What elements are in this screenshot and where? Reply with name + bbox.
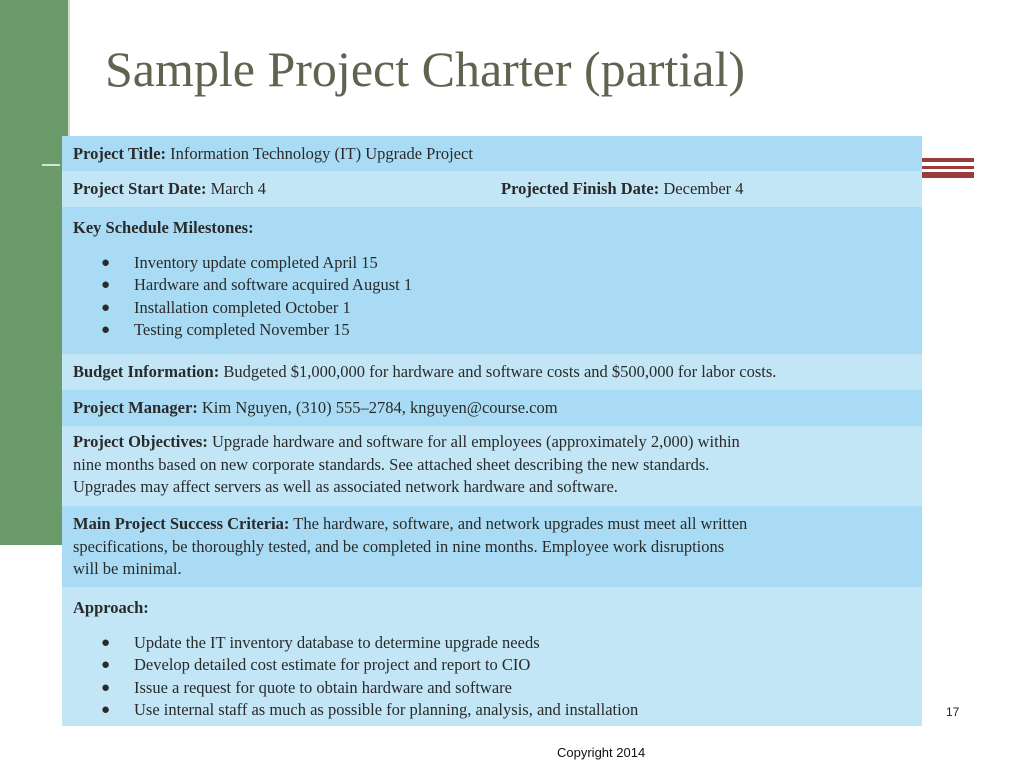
project-title-value: Information Technology (IT) Upgrade Project (166, 144, 473, 163)
objectives-label: Project Objectives: (73, 432, 208, 451)
list-item: ● Hardware and software acquired August 1 (101, 275, 413, 294)
success-line-1: The hardware, software, and network upgrades must meet all written (289, 514, 748, 533)
project-title-row (62, 136, 922, 171)
decorative-red-lines (922, 158, 974, 180)
success-line-3: will be minimal. (73, 559, 182, 578)
objectives-line-3: Upgrades may affect servers as well as associated network hardware and software. (73, 477, 618, 496)
start-date-label: Project Start Date: (73, 179, 207, 198)
slide-title: Sample Project Charter (partial) (105, 41, 746, 97)
finish-date-value: December 4 (659, 179, 744, 198)
budget-row (62, 354, 922, 390)
decorative-green-bar (0, 0, 68, 545)
milestones-row (62, 207, 922, 354)
project-dates-row (62, 171, 922, 207)
budget-label: Budget Information: (73, 362, 220, 381)
list-item: ● Installation completed October 1 (101, 297, 351, 317)
project-title-label: Project Title: (73, 144, 167, 163)
objectives-row (62, 426, 922, 506)
success-criteria-label: Main Project Success Criteria: (73, 514, 290, 533)
project-charter-table (62, 136, 922, 726)
approach-list (73, 632, 922, 722)
approach-label: Approach: (73, 598, 149, 617)
copyright-notice: Copyright 2014 (557, 745, 646, 760)
decorative-tick (42, 164, 60, 166)
success-line-2: specifications, be thoroughly tested, and be completed in nine months. Employee work disruptions (73, 536, 725, 556)
manager-label: Project Manager: (73, 398, 198, 417)
manager-row (62, 390, 922, 426)
milestones-label: Key Schedule Milestones: (73, 218, 254, 237)
list-item: ● Inventory update completed April 15 (101, 252, 378, 272)
list-item: ● Update the IT inventory database to determine upgrade needs (101, 632, 540, 652)
success-criteria-row (62, 506, 922, 587)
start-date-value: March 4 (206, 179, 267, 198)
finish-date-label: Projected Finish Date: (501, 179, 660, 198)
objectives-line-1: Upgrade hardware and software for all employees (approximately 2,000) within (207, 432, 740, 451)
objectives-line-2: nine months based on new corporate standards. See attached sheet describing the new standards. (73, 454, 710, 474)
list-item: ● Use internal staff as much as possible for planning, analysis, and installation (101, 700, 639, 719)
page-number: 17 (946, 705, 960, 719)
list-item: ● Issue a request for quote to obtain hardware and software (101, 677, 512, 697)
list-item: ● Develop detailed cost estimate for project and report to CIO (101, 655, 531, 674)
list-item: ● Testing completed November 15 (101, 320, 350, 339)
budget-value: Budgeted $1,000,000 for hardware and software costs and $500,000 for labor costs. (219, 362, 777, 381)
milestones-list (73, 252, 922, 342)
approach-row (62, 587, 922, 726)
manager-value: Kim Nguyen, (310) 555–2784, knguyen@course.com (197, 398, 558, 417)
